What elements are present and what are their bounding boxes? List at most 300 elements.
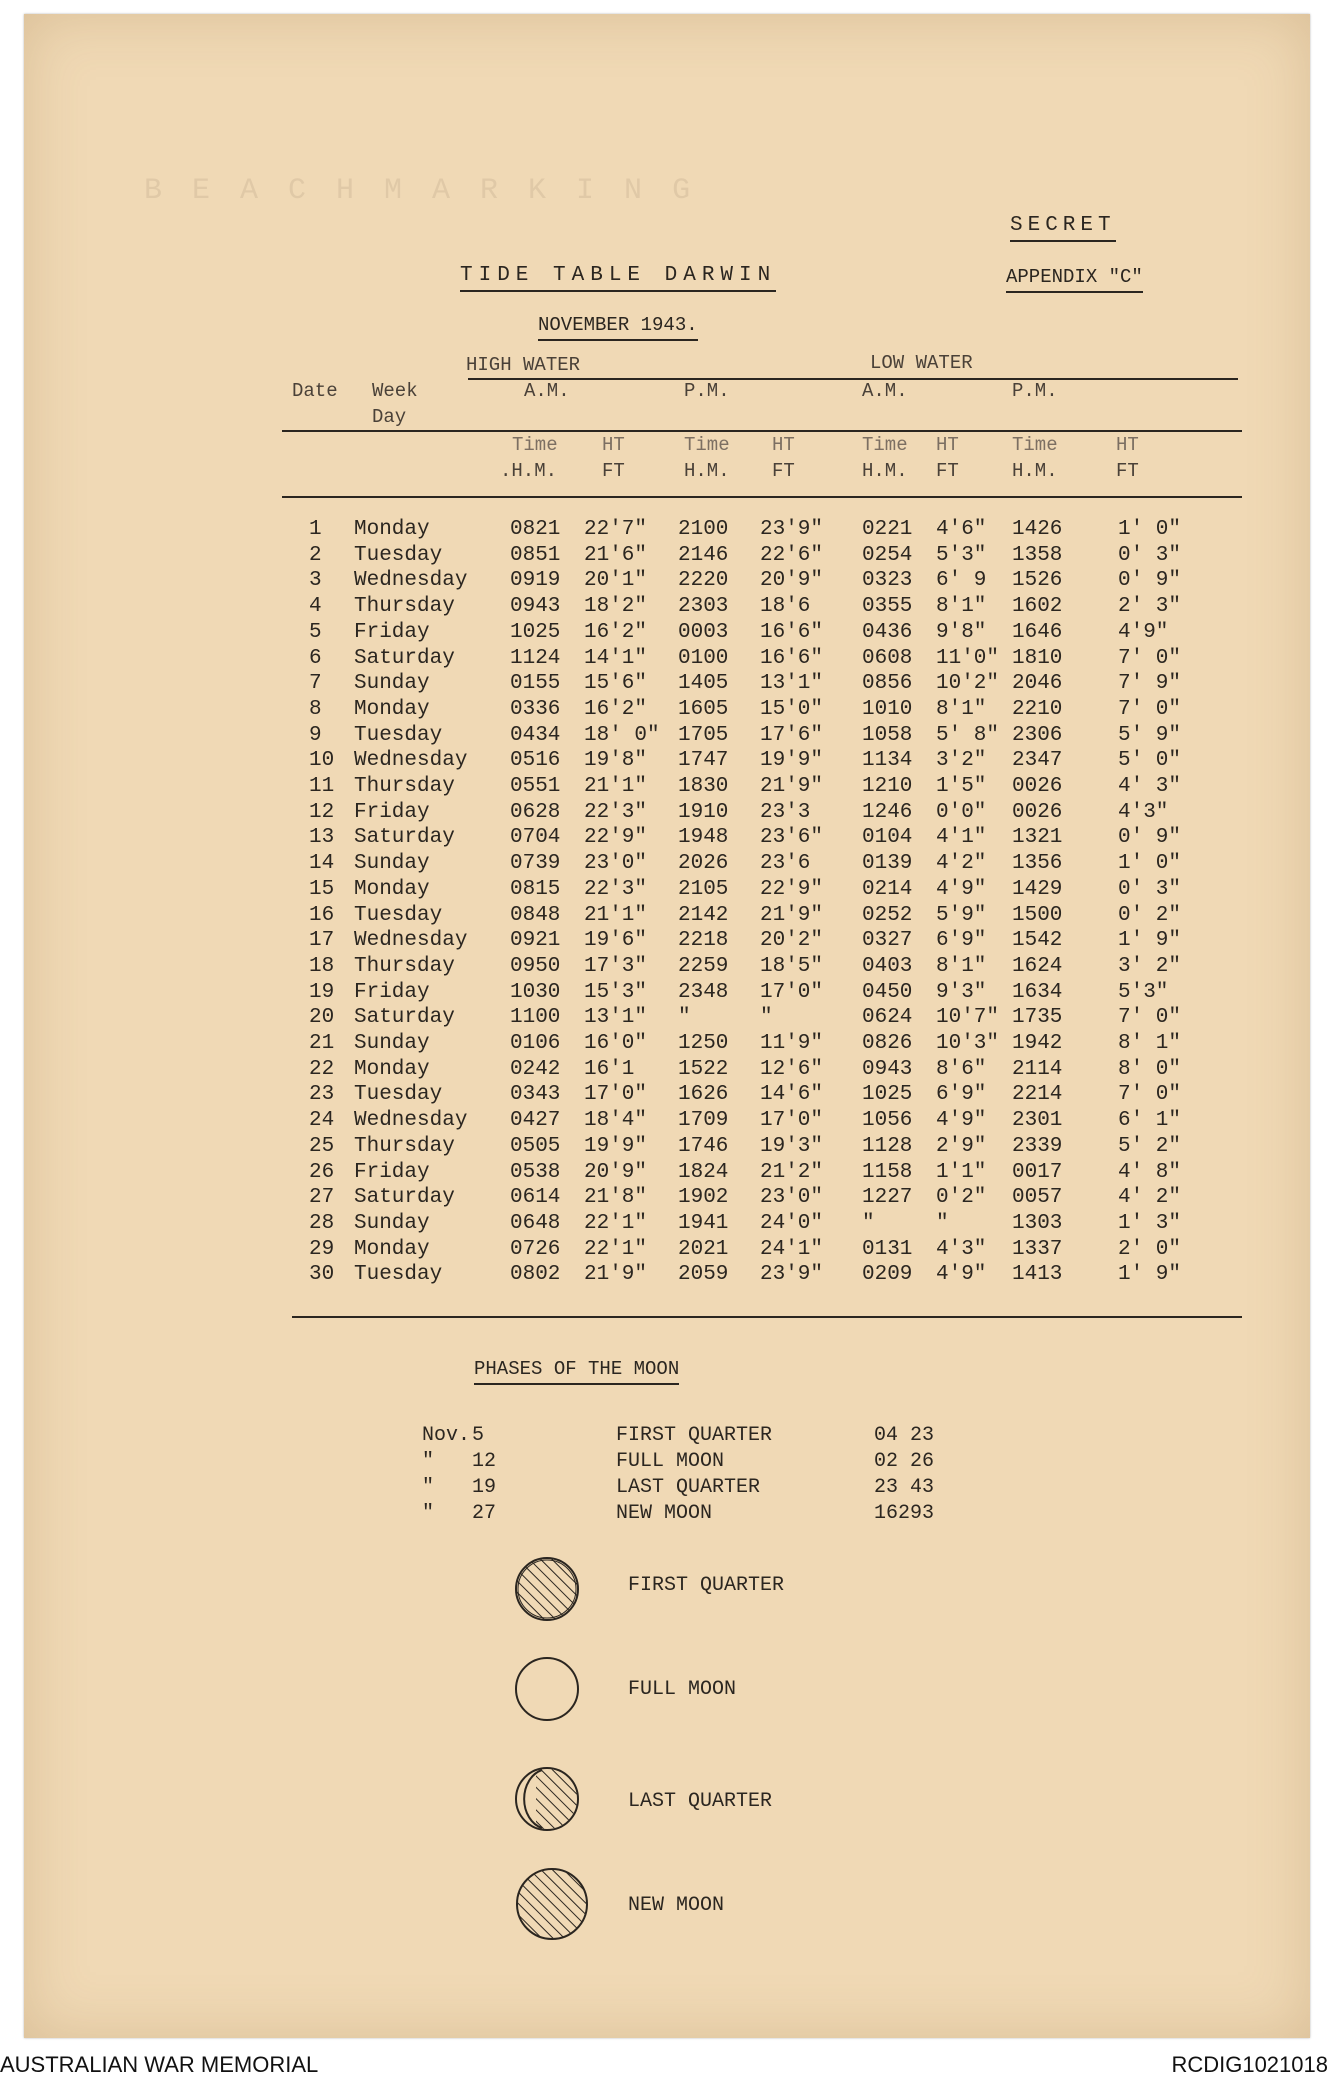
low-water-am-time-cell: 0943 [862, 1057, 913, 1081]
low-water-am-time-cell: 0856 [862, 672, 913, 696]
low-water-am-height-cell: 4'6" [936, 518, 987, 541]
high-water-pm-height-cell: 17'0" [760, 980, 824, 1004]
low-water-pm-time-cell: 2339 [1012, 1134, 1063, 1158]
high-water-am-time-cell: 0505 [510, 1134, 561, 1158]
phase-date-day: 5 [472, 1424, 485, 1447]
table-row [24, 904, 1310, 930]
hw-pm-time-subheader: Time [684, 434, 730, 456]
table-row [24, 621, 1310, 647]
high-water-am-height-cell: 16'1 [584, 1057, 635, 1081]
header-top-rule [468, 378, 1238, 380]
low-water-pm-height-cell: 5'3" [1118, 980, 1169, 1004]
low-water-am-height-cell: 10'2" [936, 672, 1000, 696]
low-water-pm-height-cell: 2' 0" [1118, 1237, 1182, 1261]
high-water-am-time-cell: 1025 [510, 620, 561, 644]
high-water-am-time-cell: 0704 [510, 826, 561, 850]
low-water-am-time-cell: " [862, 1211, 875, 1235]
low-water-pm-time-cell: 2347 [1012, 749, 1063, 773]
high-water-pm-time-cell: 1705 [678, 723, 729, 747]
low-water-pm-height-cell: 4'3" [1118, 800, 1169, 824]
header-mid-rule [282, 430, 1242, 432]
high-water-am-time-cell: 0919 [510, 569, 561, 593]
date-cell: 21 [309, 1032, 335, 1055]
high-water-am-time-cell: 0802 [510, 1263, 561, 1287]
high-water-pm-height-cell: 14'6" [760, 1083, 824, 1107]
tide-table-body [24, 518, 1310, 1298]
high-water-am-height-cell: 13'1" [584, 1006, 648, 1030]
high-water-pm-time-cell: 2100 [678, 518, 729, 541]
high-water-am-height-cell: 19'6" [584, 929, 648, 953]
high-water-pm-time-cell: 1830 [678, 775, 729, 798]
legend-label-last-quarter: LAST QUARTER [628, 1790, 773, 1813]
weekday-cell: Monday [354, 697, 430, 721]
table-row [24, 955, 1310, 981]
high-water-pm-time-cell: 1522 [678, 1057, 729, 1081]
table-row [24, 801, 1310, 827]
high-water-am-time-cell: 0516 [510, 749, 561, 773]
low-water-am-time-cell: 1010 [862, 697, 913, 721]
hw-pm-time-subheader-units: H.M. [684, 460, 730, 482]
low-water-pm-height-cell: 0' 3" [1118, 543, 1182, 567]
date-cell: 23 [309, 1083, 335, 1107]
weekday-cell: Wednesday [354, 1109, 468, 1133]
high-water-pm-time-cell: 2021 [678, 1237, 729, 1261]
high-water-am-height-cell: 22'7" [584, 518, 648, 541]
weekday-cell: Saturday [354, 1006, 455, 1030]
low-water-pm-height-cell: 1' 3" [1118, 1211, 1182, 1235]
document-page [24, 14, 1310, 2038]
date-cell: 25 [309, 1134, 335, 1158]
legend-label-full-moon: FULL MOON [628, 1678, 737, 1701]
high-water-pm-height-cell: 21'9" [760, 903, 824, 927]
table-row [24, 1032, 1310, 1058]
low-water-am-time-cell: 0826 [862, 1032, 913, 1055]
lw-am-time-subheader-units: H.M. [862, 460, 908, 482]
high-water-am-height-cell: 17'3" [584, 954, 648, 978]
phase-date-day: 27 [472, 1502, 497, 1525]
low-water-pm-time-cell: 2214 [1012, 1083, 1063, 1107]
low-water-pm-height-cell: 7' 9" [1118, 672, 1182, 696]
legend-label-first-quarter: FIRST QUARTER [628, 1574, 785, 1597]
low-water-pm-time-cell: 2306 [1012, 723, 1063, 747]
high-water-am-time-cell: 1124 [510, 646, 561, 670]
low-water-am-time-cell: 1128 [862, 1134, 913, 1158]
low-water-pm-height-cell: 0' 9" [1118, 569, 1182, 593]
high-water-pm-height-cell: 23'6" [760, 826, 824, 850]
lw-am-ht-subheader-units: FT [936, 460, 959, 482]
date-cell: 3 [309, 569, 322, 593]
lw-am-time-subheader: Time [862, 434, 908, 456]
weekday-cell: Sunday [354, 852, 430, 876]
high-water-pm-time-cell: 2348 [678, 980, 729, 1004]
phase-name: NEW MOON [616, 1502, 713, 1525]
low-water-pm-height-cell: 7' 0" [1118, 1083, 1182, 1107]
low-water-am-height-cell: 6' 9 [936, 569, 987, 593]
low-water-am-time-cell: 1025 [862, 1083, 913, 1107]
high-water-am-height-cell: 22'3" [584, 800, 648, 824]
weekday-cell: Sunday [354, 1211, 430, 1235]
low-water-am-height-cell: " [936, 1211, 949, 1235]
date-cell: 19 [309, 980, 335, 1004]
low-water-pm-time-cell: 2210 [1012, 697, 1063, 721]
weekday-cell: Wednesday [354, 929, 468, 953]
new-moon-icon [512, 1864, 592, 1944]
table-row [24, 1263, 1310, 1289]
high-water-am-time-cell: 0336 [510, 697, 561, 721]
table-row [24, 878, 1310, 904]
low-water-pm-height-cell: 0' 9" [1118, 826, 1182, 850]
high-water-am-height-cell: 16'2" [584, 620, 648, 644]
low-water-am-height-cell: 4'1" [936, 826, 987, 850]
date-cell: 29 [309, 1237, 335, 1261]
table-row [24, 672, 1310, 698]
weekday-cell: Monday [354, 1057, 430, 1081]
moon-phases-list [24, 1424, 1310, 1534]
high-water-pm-time-cell: 2142 [678, 903, 729, 927]
phase-name: LAST QUARTER [616, 1476, 761, 1499]
high-water-am-time-cell: 0155 [510, 672, 561, 696]
weekday-cell: Thursday [354, 954, 455, 978]
high-water-am-time-cell: 0538 [510, 1160, 561, 1184]
high-water-am-time-cell: 0943 [510, 595, 561, 619]
low-water-pm-time-cell: 1942 [1012, 1032, 1063, 1055]
table-row [24, 1238, 1310, 1264]
low-water-am-height-cell: 8'1" [936, 595, 987, 619]
list-item [24, 1424, 1310, 1450]
phase-time: 02 26 [874, 1450, 935, 1473]
low-water-pm-height-cell: 5' 9" [1118, 723, 1182, 747]
low-water-pm-time-cell: 0057 [1012, 1186, 1063, 1210]
low-water-pm-time-cell: 1526 [1012, 569, 1063, 593]
date-cell: 1 [309, 518, 322, 541]
moon-phases-legend [24, 1554, 1310, 1994]
low-water-am-time-cell: 0450 [862, 980, 913, 1004]
weekday-cell: Wednesday [354, 749, 468, 773]
low-water-am-header: A.M. [862, 380, 908, 402]
high-water-pm-height-cell: 19'3" [760, 1134, 824, 1158]
low-water-pm-time-cell: 1356 [1012, 852, 1063, 876]
high-water-am-time-cell: 0851 [510, 543, 561, 567]
low-water-pm-height-cell: 4' 3" [1118, 775, 1182, 798]
low-water-am-time-cell: 0254 [862, 543, 913, 567]
low-water-am-height-cell: 10'3" [936, 1032, 1000, 1055]
high-water-am-time-cell: 1030 [510, 980, 561, 1004]
high-water-pm-height-cell: 24'0" [760, 1211, 824, 1235]
low-water-pm-height-cell: 0' 3" [1118, 877, 1182, 901]
low-water-pm-time-cell: 1321 [1012, 826, 1063, 850]
low-water-am-height-cell: 10'7" [936, 1006, 1000, 1030]
low-water-pm-time-cell: 1602 [1012, 595, 1063, 619]
date-cell: 2 [309, 543, 322, 567]
low-water-pm-height-cell: 2' 3" [1118, 595, 1182, 619]
high-water-pm-height-cell: 22'9" [760, 877, 824, 901]
weekday-cell: Thursday [354, 1134, 455, 1158]
phase-time: 16293 [874, 1502, 935, 1525]
high-water-pm-time-cell: 0100 [678, 646, 729, 670]
high-water-pm-time-cell: 1605 [678, 697, 729, 721]
high-water-pm-time-cell: 1941 [678, 1211, 729, 1235]
high-water-am-time-cell: 0921 [510, 929, 561, 953]
low-water-pm-height-cell: 3' 2" [1118, 954, 1182, 978]
low-water-am-time-cell: 0104 [862, 826, 913, 850]
archive-name: AUSTRALIAN WAR MEMORIAL [0, 2052, 319, 2077]
date-cell: 6 [309, 646, 322, 670]
low-water-am-time-cell: 0209 [862, 1263, 913, 1287]
low-water-am-time-cell: 1056 [862, 1109, 913, 1133]
phase-date-prefix: " [422, 1476, 435, 1499]
high-water-pm-height-cell: 17'0" [760, 1109, 824, 1133]
table-row [24, 698, 1310, 724]
low-water-am-time-cell: 0214 [862, 877, 913, 901]
high-water-pm-height-cell: 23'9" [760, 1263, 824, 1287]
low-water-pm-time-cell: 2301 [1012, 1109, 1063, 1133]
low-water-pm-height-cell: 5' 0" [1118, 749, 1182, 773]
high-water-am-height-cell: 18'4" [584, 1109, 648, 1133]
date-cell: 7 [309, 672, 322, 696]
low-water-pm-time-cell: 0017 [1012, 1160, 1063, 1184]
low-water-pm-time-cell: 1735 [1012, 1006, 1063, 1030]
full-moon-icon [512, 1654, 582, 1724]
table-row [24, 1135, 1310, 1161]
high-water-am-height-cell: 16'2" [584, 697, 648, 721]
low-water-am-time-cell: 1227 [862, 1186, 913, 1210]
date-cell: 12 [309, 800, 335, 824]
low-water-pm-height-cell: 1' 0" [1118, 518, 1182, 541]
low-water-am-time-cell: 0608 [862, 646, 913, 670]
low-water-am-height-cell: 4'9" [936, 1263, 987, 1287]
low-water-am-time-cell: 0139 [862, 852, 913, 876]
table-row [24, 1058, 1310, 1084]
weekday-cell: Wednesday [354, 569, 468, 593]
low-water-pm-time-cell: 0026 [1012, 775, 1063, 798]
phase-name: FULL MOON [616, 1450, 725, 1473]
bleed-through-text: B E A C H M A R K I N G [144, 174, 697, 208]
high-water-pm-height-cell: 11'9" [760, 1032, 824, 1055]
list-item [24, 1476, 1310, 1502]
hw-pm-ht-subheader-units: FT [772, 460, 795, 482]
low-water-am-time-cell: 0221 [862, 518, 913, 541]
low-water-pm-time-cell: 1500 [1012, 903, 1063, 927]
table-row [24, 1083, 1310, 1109]
high-water-pm-time-cell: 2146 [678, 543, 729, 567]
low-water-pm-time-cell: 1337 [1012, 1237, 1063, 1261]
high-water-pm-height-cell: 23'6 [760, 852, 811, 876]
table-row [24, 981, 1310, 1007]
high-water-am-height-cell: 21'9" [584, 1263, 648, 1287]
month-heading: NOVEMBER 1943. [538, 314, 698, 341]
low-water-pm-height-cell: 7' 0" [1118, 1006, 1182, 1030]
high-water-pm-time-cell: 2218 [678, 929, 729, 953]
low-water-pm-height-cell: 0' 2" [1118, 903, 1182, 927]
low-water-am-height-cell: 6'9" [936, 1083, 987, 1107]
low-water-am-height-cell: 4'2" [936, 852, 987, 876]
low-water-am-height-cell: 8'1" [936, 697, 987, 721]
date-cell: 11 [309, 775, 335, 798]
high-water-am-time-cell: 0106 [510, 1032, 561, 1055]
high-water-am-time-cell: 0648 [510, 1211, 561, 1235]
date-cell: 24 [309, 1109, 335, 1133]
weekday-cell: Saturday [354, 646, 455, 670]
low-water-am-time-cell: 1134 [862, 749, 913, 773]
phase-time: 23 43 [874, 1476, 935, 1499]
phase-date-prefix: " [422, 1450, 435, 1473]
high-water-am-height-cell: 22'9" [584, 826, 648, 850]
high-water-am-height-cell: 15'6" [584, 672, 648, 696]
high-water-pm-time-cell: 2303 [678, 595, 729, 619]
phase-date-day: 12 [472, 1450, 497, 1473]
low-water-am-height-cell: 5'3" [936, 543, 987, 567]
low-water-pm-time-cell: 1810 [1012, 646, 1063, 670]
high-water-pm-height-cell: 20'2" [760, 929, 824, 953]
list-item [24, 1502, 1310, 1528]
weekday-cell: Sunday [354, 672, 430, 696]
table-row [24, 1186, 1310, 1212]
classification-label: SECRET [1010, 214, 1116, 242]
phase-date-day: 19 [472, 1476, 497, 1499]
high-water-am-height-cell: 21'8" [584, 1186, 648, 1210]
high-water-am-header: A.M. [524, 380, 570, 402]
weekday-cell: Saturday [354, 826, 455, 850]
high-water-am-time-cell: 0848 [510, 903, 561, 927]
high-water-pm-time-cell: 1824 [678, 1160, 729, 1184]
high-water-am-height-cell: 20'1" [584, 569, 648, 593]
high-water-pm-time-cell: 1910 [678, 800, 729, 824]
high-water-pm-time-cell: 0003 [678, 620, 729, 644]
high-water-am-height-cell: 22'1" [584, 1237, 648, 1261]
high-water-pm-height-cell: 24'1" [760, 1237, 824, 1261]
low-water-pm-time-cell: 1646 [1012, 620, 1063, 644]
low-water-pm-header: P.M. [1012, 380, 1058, 402]
high-water-am-time-cell: 0343 [510, 1083, 561, 1107]
weekday-cell: Tuesday [354, 723, 443, 747]
lw-pm-ht-subheader: HT [1116, 434, 1139, 456]
date-cell: 10 [309, 749, 335, 773]
table-row [24, 826, 1310, 852]
high-water-am-height-cell: 23'0" [584, 852, 648, 876]
high-water-am-height-cell: 21'1" [584, 775, 648, 798]
high-water-pm-time-cell: 1250 [678, 1032, 729, 1055]
date-cell: 9 [309, 723, 322, 747]
hw-am-ht-subheader: HT [602, 434, 625, 456]
lw-pm-time-subheader-units: H.M. [1012, 460, 1058, 482]
high-water-pm-time-cell: 2059 [678, 1263, 729, 1287]
high-water-am-height-cell: 19'9" [584, 1134, 648, 1158]
low-water-pm-height-cell: 7' 0" [1118, 697, 1182, 721]
weekday-cell: Thursday [354, 595, 455, 619]
low-water-am-time-cell: 0403 [862, 954, 913, 978]
high-water-pm-height-cell: 23'3 [760, 800, 811, 824]
high-water-am-time-cell: 0726 [510, 1237, 561, 1261]
high-water-am-height-cell: 15'3" [584, 980, 648, 1004]
high-water-pm-height-cell: 16'6" [760, 646, 824, 670]
high-water-pm-height-cell: 19'9" [760, 749, 824, 773]
first-quarter-moon-icon [512, 1554, 582, 1624]
high-water-pm-height-cell: 23'0" [760, 1186, 824, 1210]
document-title: TIDE TABLE DARWIN [460, 264, 776, 292]
high-water-pm-height-cell: 18'5" [760, 954, 824, 978]
low-water-pm-height-cell: 1' 0" [1118, 852, 1182, 876]
date-cell: 14 [309, 852, 335, 876]
phase-name: FIRST QUARTER [616, 1424, 773, 1447]
weekday-cell: Friday [354, 980, 430, 1004]
date-cell: 27 [309, 1186, 335, 1210]
lw-am-ht-subheader: HT [936, 434, 959, 456]
high-water-am-time-cell: 1100 [510, 1006, 561, 1030]
low-water-am-height-cell: 9'8" [936, 620, 987, 644]
table-row [24, 647, 1310, 673]
high-water-am-time-cell: 0821 [510, 518, 561, 541]
high-water-pm-height-cell: 16'6" [760, 620, 824, 644]
date-cell: 16 [309, 903, 335, 927]
low-water-header: LOW WATER [870, 352, 973, 374]
low-water-am-height-cell: 8'1" [936, 954, 987, 978]
low-water-pm-time-cell: 1542 [1012, 929, 1063, 953]
low-water-pm-time-cell: 1303 [1012, 1211, 1063, 1235]
high-water-pm-height-cell: 23'9" [760, 518, 824, 541]
high-water-pm-height-cell: 18'6 [760, 595, 811, 619]
archive-reference: RCDIG1021018 [1171, 2052, 1328, 2077]
high-water-pm-time-cell: 1746 [678, 1134, 729, 1158]
date-cell: 26 [309, 1160, 335, 1184]
low-water-am-height-cell: 4'9" [936, 877, 987, 901]
high-water-pm-time-cell: 2220 [678, 569, 729, 593]
low-water-pm-time-cell: 2114 [1012, 1057, 1063, 1081]
table-row [24, 749, 1310, 775]
low-water-am-time-cell: 0131 [862, 1237, 913, 1261]
hw-am-time-subheader-units: .H.M. [500, 460, 558, 482]
high-water-pm-height-cell: 12'6" [760, 1057, 824, 1081]
high-water-am-height-cell: 18' 0" [584, 723, 660, 747]
date-cell: 5 [309, 620, 322, 644]
date-cell: 8 [309, 697, 322, 721]
low-water-am-height-cell: 5' 8" [936, 723, 1000, 747]
table-row [24, 1212, 1310, 1238]
weekday-cell: Tuesday [354, 1263, 443, 1287]
high-water-pm-height-cell: " [760, 1006, 773, 1030]
low-water-pm-time-cell: 1413 [1012, 1263, 1063, 1287]
phase-date-prefix: Nov. [422, 1424, 471, 1447]
table-row [24, 1006, 1310, 1032]
high-water-pm-height-cell: 13'1" [760, 672, 824, 696]
lw-pm-ht-subheader-units: FT [1116, 460, 1139, 482]
low-water-am-height-cell: 9'3" [936, 980, 987, 1004]
weekday-cell: Friday [354, 620, 430, 644]
high-water-am-height-cell: 16'0" [584, 1032, 648, 1055]
table-row [24, 544, 1310, 570]
low-water-pm-height-cell: 8' 1" [1118, 1032, 1182, 1055]
table-row [24, 569, 1310, 595]
high-water-am-height-cell: 21'1" [584, 903, 648, 927]
weekday-cell: Friday [354, 800, 430, 824]
table-row [24, 775, 1310, 801]
low-water-pm-height-cell: 4' 2" [1118, 1186, 1182, 1210]
high-water-am-height-cell: 14'1" [584, 646, 648, 670]
weekday-cell: Tuesday [354, 903, 443, 927]
high-water-pm-height-cell: 20'9" [760, 569, 824, 593]
high-water-pm-height-cell: 22'6" [760, 543, 824, 567]
high-water-am-time-cell: 0614 [510, 1186, 561, 1210]
low-water-am-height-cell: 2'9" [936, 1134, 987, 1158]
date-cell: 13 [309, 826, 335, 850]
low-water-am-height-cell: 4'3" [936, 1237, 987, 1261]
hw-pm-ht-subheader: HT [772, 434, 795, 456]
high-water-pm-height-cell: 15'0" [760, 697, 824, 721]
weekday-cell: Thursday [354, 775, 455, 798]
high-water-pm-height-cell: 17'6" [760, 723, 824, 747]
table-end-rule [292, 1316, 1242, 1318]
high-water-pm-height-cell: 21'9" [760, 775, 824, 798]
header-bottom-rule [282, 496, 1242, 498]
